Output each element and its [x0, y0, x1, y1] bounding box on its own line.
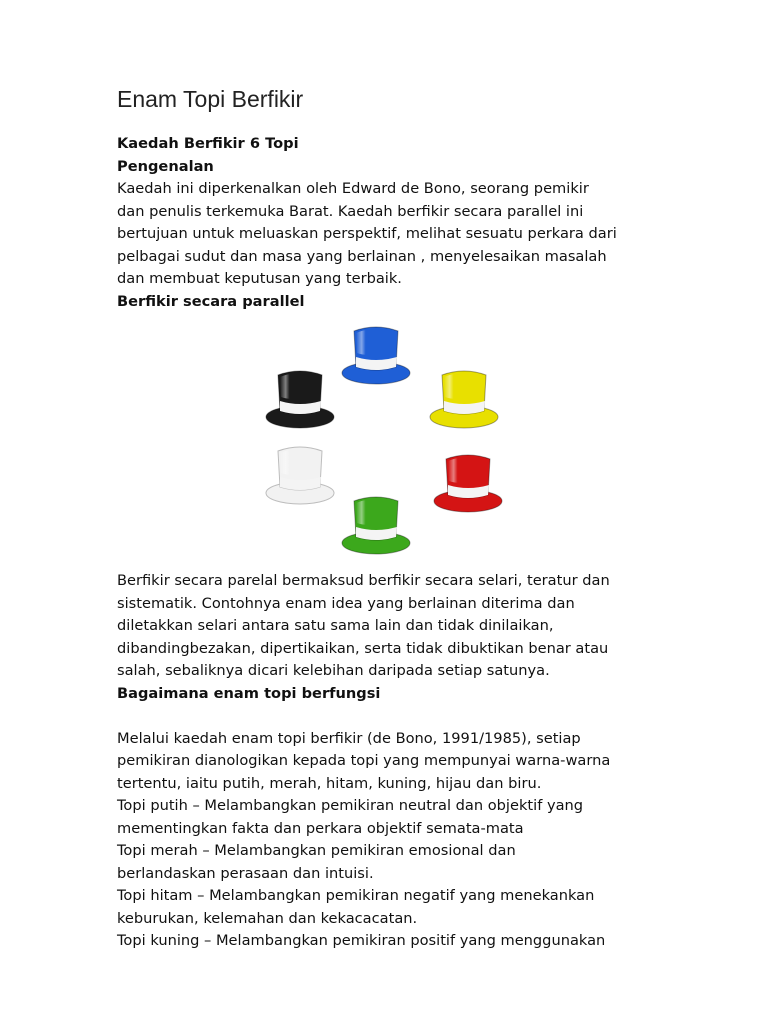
- paragraph-line: salah, sebaliknya dicari kelebihan daripada setiap satunya.: [117, 662, 550, 679]
- paragraph-line: Kaedah ini diperkenalkan oleh Edward de Bono, seorang pemikir: [117, 180, 589, 197]
- blue-hat-icon: [342, 327, 410, 384]
- paragraph-line: berlandaskan perasaan dan intuisi.: [117, 864, 374, 882]
- section-heading-berfungsi: Bagaimana enam topi berfungsi: [117, 684, 381, 702]
- six-hats-illustration: [117, 313, 677, 570]
- page-title: Enam Topi Berfikir: [117, 86, 304, 112]
- paragraph-line: diletakkan selari antara satu sama lain dan tidak dinilaikan,: [117, 617, 554, 634]
- blank-line: [117, 705, 677, 728]
- document-body: [117, 133, 677, 953]
- paragraph-line: keburukan, kelemahan dan kekacacatan.: [117, 909, 418, 927]
- paragraph-line: Topi kuning – Melambangkan pemikiran positif yang menggunakan: [117, 932, 606, 949]
- paragraph-line: sistematik. Contohnya enam idea yang berlainan diterima dan: [117, 594, 575, 612]
- paragraph-line: bertujuan untuk meluaskan perspektif, melihat sesuatu perkara dari: [117, 225, 617, 242]
- parallel-paragraph: [117, 570, 677, 683]
- paragraph-line: Topi putih – Melambangkan pemikiran neutral dan objektif yang: [117, 797, 584, 814]
- paragraph-line: Topi merah – Melambangkan pemikiran emosional dan: [117, 842, 516, 859]
- paragraph-line: tertentu, iaitu putih, merah, hitam, kuning, hijau dan biru.: [117, 774, 542, 792]
- paragraph-line: dan penulis terkemuka Barat. Kaedah berfikir secara parallel ini: [117, 202, 584, 220]
- section-heading-parallel: Berfikir secara parallel: [117, 292, 305, 310]
- hats-function-paragraph: [117, 728, 677, 953]
- green-hat-icon: [342, 497, 410, 554]
- section-subheading-pengenalan: Pengenalan: [117, 157, 214, 175]
- white-hat-icon: [266, 447, 334, 504]
- paragraph-line: Melalui kaedah enam topi berfikir (de Bono, 1991/1985), setiap: [117, 729, 581, 747]
- section-heading-kaedah: Kaedah Berfikir 6 Topi: [117, 135, 299, 152]
- paragraph-line: Topi hitam – Melambangkan pemikiran negatif yang menekankan: [117, 887, 595, 904]
- black-hat-icon: [266, 371, 334, 428]
- paragraph-line: dibandingbezakan, dipertikaikan, serta tidak dibuktikan benar atau: [117, 639, 609, 657]
- intro-paragraph: [117, 178, 677, 291]
- paragraph-line: Berfikir secara parelal bermaksud berfikir secara selari, teratur dan: [117, 572, 610, 589]
- paragraph-line: pelbagai sudut dan masa yang berlainan , menyelesaikan masalah: [117, 247, 607, 265]
- yellow-hat-icon: [430, 371, 498, 428]
- paragraph-line: dan membuat keputusan yang terbaik.: [117, 270, 402, 287]
- six-hats-graphic: [258, 315, 518, 565]
- paragraph-line: pemikiran dianologikan kepada topi yang mempunyai warna-warna: [117, 752, 611, 769]
- red-hat-icon: [434, 455, 502, 512]
- paragraph-line: mementingkan fakta dan perkara objektif semata-mata: [117, 819, 524, 837]
